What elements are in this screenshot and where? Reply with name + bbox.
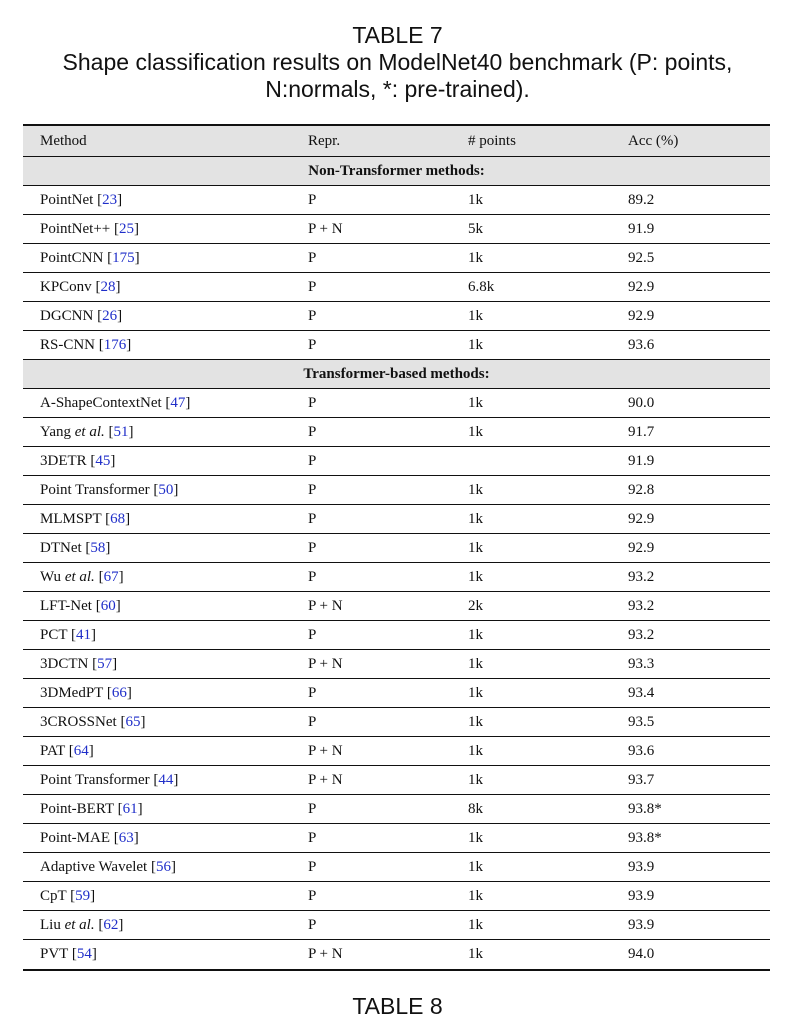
table-row: [23, 534, 770, 563]
table-row: [23, 447, 770, 476]
repr-cell: P: [308, 888, 317, 904]
accuracy-cell: 93.9: [628, 888, 655, 904]
table-row: [23, 215, 770, 244]
repr-cell: P: [308, 337, 317, 353]
citation-ref: 51: [113, 424, 129, 440]
points-cell: 2k: [468, 598, 483, 614]
method-cell: RS-CNN [176]: [40, 337, 132, 353]
table-row: [23, 650, 770, 679]
citation-ref: 50: [158, 482, 174, 498]
table-header-row: [23, 126, 770, 157]
accuracy-cell: 92.9: [628, 540, 655, 556]
accuracy-cell: 91.9: [628, 453, 655, 469]
method-cell: 3DETR [45]: [40, 453, 116, 469]
points-cell: 1k: [468, 192, 483, 208]
points-cell: 8k: [468, 801, 483, 817]
citation-ref: 59: [75, 888, 91, 904]
citation-ref: 56: [155, 859, 171, 875]
citation-ref: 68: [110, 511, 126, 527]
table-row: [23, 766, 770, 795]
citation-ref: 176: [103, 337, 127, 353]
accuracy-cell: 91.7: [628, 424, 655, 440]
citation-ref: 175: [112, 250, 135, 266]
points-cell: 1k: [468, 772, 483, 788]
method-cell: PAT [64]: [40, 743, 94, 759]
section-title: Transformer-based methods:: [303, 366, 490, 382]
accuracy-cell: 91.9: [628, 221, 655, 237]
method-name: MLMSPT: [40, 511, 102, 527]
section-header-row: [23, 360, 770, 389]
accuracy-cell: 93.2: [628, 598, 655, 614]
method-name: DTNet: [40, 540, 82, 556]
method-name: CpT: [40, 888, 67, 904]
citation-ref: 63: [118, 830, 134, 846]
table-row: [23, 679, 770, 708]
method-cell: 3DMedPT [66]: [40, 685, 132, 701]
method-cell: 3DCTN [57]: [40, 656, 118, 672]
method-cell: 3CROSSNet [65]: [40, 714, 146, 730]
header-repr: Repr.: [308, 133, 341, 149]
table-row: [23, 331, 770, 360]
repr-cell: P + N: [308, 221, 343, 237]
points-cell: 1k: [468, 540, 483, 556]
points-cell: 1k: [468, 946, 483, 962]
method-et-al: et al.: [64, 917, 95, 933]
repr-cell: P: [308, 627, 317, 643]
points-cell: 1k: [468, 337, 483, 353]
method-cell: CpT [59]: [40, 888, 96, 904]
next-table-caption: TABLE 8: [352, 993, 443, 1019]
accuracy-cell: 92.9: [628, 279, 655, 295]
points-cell: 1k: [468, 627, 483, 643]
points-cell: 1k: [468, 424, 483, 440]
repr-cell: P: [308, 482, 317, 498]
method-cell: DGCNN [26]: [40, 308, 123, 324]
points-cell: 5k: [468, 221, 483, 237]
citation-ref: 23: [102, 192, 118, 208]
repr-cell: P: [308, 453, 317, 469]
repr-cell: P: [308, 714, 317, 730]
table-row: [23, 795, 770, 824]
points-cell: 1k: [468, 656, 483, 672]
method-name: PAT: [40, 743, 66, 759]
repr-cell: P: [308, 830, 317, 846]
method-cell: PointNet++ [25]: [40, 221, 140, 237]
method-cell: MLMSPT [68]: [40, 511, 131, 527]
citation-ref: 57: [97, 656, 113, 672]
accuracy-cell: 92.8: [628, 482, 655, 498]
table-row: [23, 853, 770, 882]
points-cell: 1k: [468, 308, 483, 324]
accuracy-cell: 92.5: [628, 250, 655, 266]
repr-cell: P + N: [308, 598, 343, 614]
method-cell: LFT-Net [60]: [40, 598, 121, 614]
method-name: PCT: [40, 627, 68, 643]
citation-ref: 45: [95, 453, 111, 469]
caption-line-1: Shape classification results on ModelNet40 benchmark (P: points,: [62, 49, 733, 75]
table-caption: [0, 22, 795, 103]
method-et-al: et al.: [74, 424, 105, 440]
method-name: Point Transformer: [40, 772, 150, 788]
method-cell: Point Transformer [50]: [40, 482, 179, 498]
repr-cell: P: [308, 540, 317, 556]
table-row: [23, 940, 770, 969]
citation-ref: 47: [170, 395, 186, 411]
accuracy-cell: 90.0: [628, 395, 655, 411]
repr-cell: P: [308, 250, 317, 266]
method-name: PointNet: [40, 192, 94, 208]
citation-ref: 26: [102, 308, 118, 324]
table-row: [23, 824, 770, 853]
points-cell: 1k: [468, 395, 483, 411]
method-name: 3DCTN: [40, 656, 89, 672]
repr-cell: P: [308, 859, 317, 875]
citation-ref: 60: [100, 598, 116, 614]
table-row: [23, 911, 770, 940]
accuracy-cell: 93.8*: [628, 830, 662, 846]
accuracy-cell: 89.2: [628, 192, 655, 208]
method-cell: PVT [54]: [40, 946, 97, 962]
table-row: [23, 592, 770, 621]
points-cell: 1k: [468, 511, 483, 527]
citation-ref: 25: [119, 221, 135, 237]
points-cell: 1k: [468, 250, 483, 266]
table-row: [23, 302, 770, 331]
method-name: Liu: [40, 917, 61, 933]
table-row: [23, 273, 770, 302]
repr-cell: P + N: [308, 772, 343, 788]
method-name: Yang: [40, 424, 71, 440]
accuracy-cell: 93.5: [628, 714, 655, 730]
repr-cell: P: [308, 801, 317, 817]
citation-ref: 58: [90, 540, 106, 556]
table-row: [23, 737, 770, 766]
method-name: 3CROSSNet: [40, 714, 117, 730]
method-name: PointCNN: [40, 250, 104, 266]
accuracy-cell: 93.7: [628, 772, 655, 788]
table-row: [23, 476, 770, 505]
method-cell: Point-MAE [63]: [40, 830, 139, 846]
method-et-al: et al.: [64, 569, 95, 585]
points-cell: 1k: [468, 685, 483, 701]
citation-ref: 54: [76, 946, 92, 962]
header-points: # points: [468, 133, 516, 149]
method-cell: Liu et al. [62]: [40, 917, 124, 933]
table-row: [23, 389, 770, 418]
section-header-row: [23, 157, 770, 186]
points-cell: 1k: [468, 830, 483, 846]
table-row: [23, 418, 770, 447]
points-cell: 1k: [468, 714, 483, 730]
repr-cell: P: [308, 917, 317, 933]
method-cell: KPConv [28]: [40, 279, 121, 295]
table-row: [23, 186, 770, 215]
method-name: Point-BERT: [40, 801, 114, 817]
repr-cell: P: [308, 192, 317, 208]
repr-cell: P + N: [308, 946, 343, 962]
method-name: PVT: [40, 946, 69, 962]
method-cell: Point-BERT [61]: [40, 801, 143, 817]
method-name: Adaptive Wavelet: [40, 859, 148, 875]
method-name: A-ShapeContextNet: [40, 395, 162, 411]
citation-ref: 28: [100, 279, 116, 295]
table-number: TABLE 7: [352, 22, 443, 48]
points-cell: 1k: [468, 569, 483, 585]
header-accuracy: Acc (%): [628, 133, 679, 149]
points-cell: 1k: [468, 859, 483, 875]
accuracy-cell: 93.9: [628, 917, 655, 933]
method-cell: A-ShapeContextNet [47]: [40, 395, 191, 411]
accuracy-cell: 93.6: [628, 337, 655, 353]
table-row: [23, 244, 770, 273]
method-cell: PCT [41]: [40, 627, 96, 643]
method-cell: Adaptive Wavelet [56]: [40, 859, 176, 875]
table-row: [23, 621, 770, 650]
repr-cell: P: [308, 424, 317, 440]
accuracy-cell: 93.2: [628, 569, 655, 585]
method-name: Point Transformer: [40, 482, 150, 498]
citation-ref: 64: [73, 743, 89, 759]
accuracy-cell: 92.9: [628, 308, 655, 324]
method-name: 3DETR: [40, 453, 87, 469]
points-cell: 1k: [468, 888, 483, 904]
method-name: Wu: [40, 569, 62, 585]
method-name: 3DMedPT: [40, 685, 104, 701]
accuracy-cell: 93.6: [628, 743, 655, 759]
method-cell: PointNet [23]: [40, 192, 123, 208]
method-cell: DTNet [58]: [40, 540, 111, 556]
repr-cell: P: [308, 511, 317, 527]
points-cell: 6.8k: [468, 279, 495, 295]
table-row: [23, 708, 770, 737]
citation-ref: 65: [125, 714, 141, 730]
citation-ref: 41: [76, 627, 91, 643]
table-row: [23, 505, 770, 534]
citation-ref: 61: [122, 801, 138, 817]
header-method: Method: [40, 133, 87, 149]
method-name: RS-CNN: [40, 337, 96, 353]
repr-cell: P + N: [308, 743, 343, 759]
method-cell: Yang et al. [51]: [40, 424, 134, 440]
method-name: PointNet++: [40, 221, 111, 237]
section-title: Non-Transformer methods:: [308, 163, 485, 179]
citation-ref: 44: [158, 772, 174, 788]
repr-cell: P: [308, 569, 317, 585]
repr-cell: P + N: [308, 656, 343, 672]
method-name: LFT-Net: [40, 598, 92, 614]
points-cell: 1k: [468, 917, 483, 933]
repr-cell: P: [308, 685, 317, 701]
method-name: DGCNN: [40, 308, 94, 324]
accuracy-cell: 93.4: [628, 685, 655, 701]
accuracy-cell: 92.9: [628, 511, 655, 527]
citation-ref: 62: [103, 917, 119, 933]
points-cell: 1k: [468, 482, 483, 498]
accuracy-cell: 93.9: [628, 859, 655, 875]
repr-cell: P: [308, 308, 317, 324]
accuracy-cell: 94.0: [628, 946, 655, 962]
method-name: KPConv: [40, 279, 92, 295]
method-cell: Point Transformer [44]: [40, 772, 179, 788]
points-cell: 1k: [468, 743, 483, 759]
repr-cell: P: [308, 279, 317, 295]
accuracy-cell: 93.3: [628, 656, 655, 672]
table-row: [23, 563, 770, 592]
citation-ref: 67: [103, 569, 119, 585]
method-cell: PointCNN [175]: [40, 250, 140, 266]
results-table: [23, 124, 770, 971]
method-cell: Wu et al. [67]: [40, 569, 124, 585]
citation-ref: 66: [111, 685, 127, 701]
accuracy-cell: 93.2: [628, 627, 655, 643]
method-name: Point-MAE: [40, 830, 111, 846]
accuracy-cell: 93.8*: [628, 801, 662, 817]
table-row: [23, 882, 770, 911]
repr-cell: P: [308, 395, 317, 411]
caption-line-2: N:normals, *: pre-trained).: [265, 76, 530, 102]
